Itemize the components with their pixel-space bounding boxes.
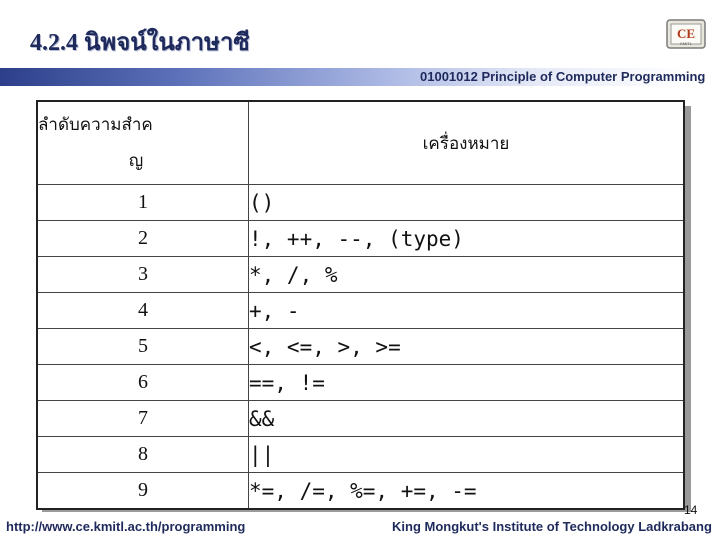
operator-cell: +, -: [249, 293, 685, 329]
page-number: 14: [684, 503, 698, 517]
rank-cell: 8: [37, 437, 249, 473]
course-title: 01001012 Principle of Computer Programming: [420, 69, 706, 84]
logo-subtext: KMITL: [680, 41, 692, 46]
logo-text: CE: [676, 26, 696, 41]
operator-cell: ==, !=: [249, 365, 685, 401]
rank-cell: 7: [37, 401, 249, 437]
footer-url-link[interactable]: http://www.ce.kmitl.ac.th/programming: [6, 519, 246, 534]
rank-cell: 1: [37, 185, 249, 221]
table-row: [37, 365, 684, 401]
operator-cell: *=, /=, %=, +=, -=: [249, 473, 685, 510]
header-rank: [37, 101, 249, 185]
table-row: [37, 473, 684, 510]
rank-cell: 4: [37, 293, 249, 329]
rank-cell: 9: [37, 473, 249, 510]
operator-cell: !, ++, --, (type): [249, 221, 685, 257]
table-row: [37, 401, 684, 437]
table-row: [37, 293, 684, 329]
rank-cell: 3: [37, 257, 249, 293]
footer-institute: King Mongkut's Institute of Technology Ladkrabang: [392, 519, 712, 534]
operator-cell: (): [249, 185, 685, 221]
precedence-table: [36, 100, 685, 510]
table-row: [37, 185, 684, 221]
ce-logo-icon: [664, 16, 708, 52]
table-row: [37, 437, 684, 473]
rank-cell: 6: [37, 365, 249, 401]
rank-cell: 2: [37, 221, 249, 257]
table-row: [37, 329, 684, 365]
table-row: [37, 221, 684, 257]
operator-cell: ||: [249, 437, 685, 473]
operator-cell: <, <=, >, >=: [249, 329, 685, 365]
header-rank-line1: ลำดับความสำค: [38, 115, 153, 134]
table-row: [37, 257, 684, 293]
operator-cell: *, /, %: [249, 257, 685, 293]
table-header-row: [37, 101, 684, 185]
rank-cell: 5: [37, 329, 249, 365]
header-operator: เครื่องหมาย: [249, 101, 685, 185]
header-rank-line2: ญ: [128, 151, 144, 170]
slide-title: 4.2.4 นิพจน์ในภาษาซี: [30, 30, 250, 56]
operator-cell: &&: [249, 401, 685, 437]
